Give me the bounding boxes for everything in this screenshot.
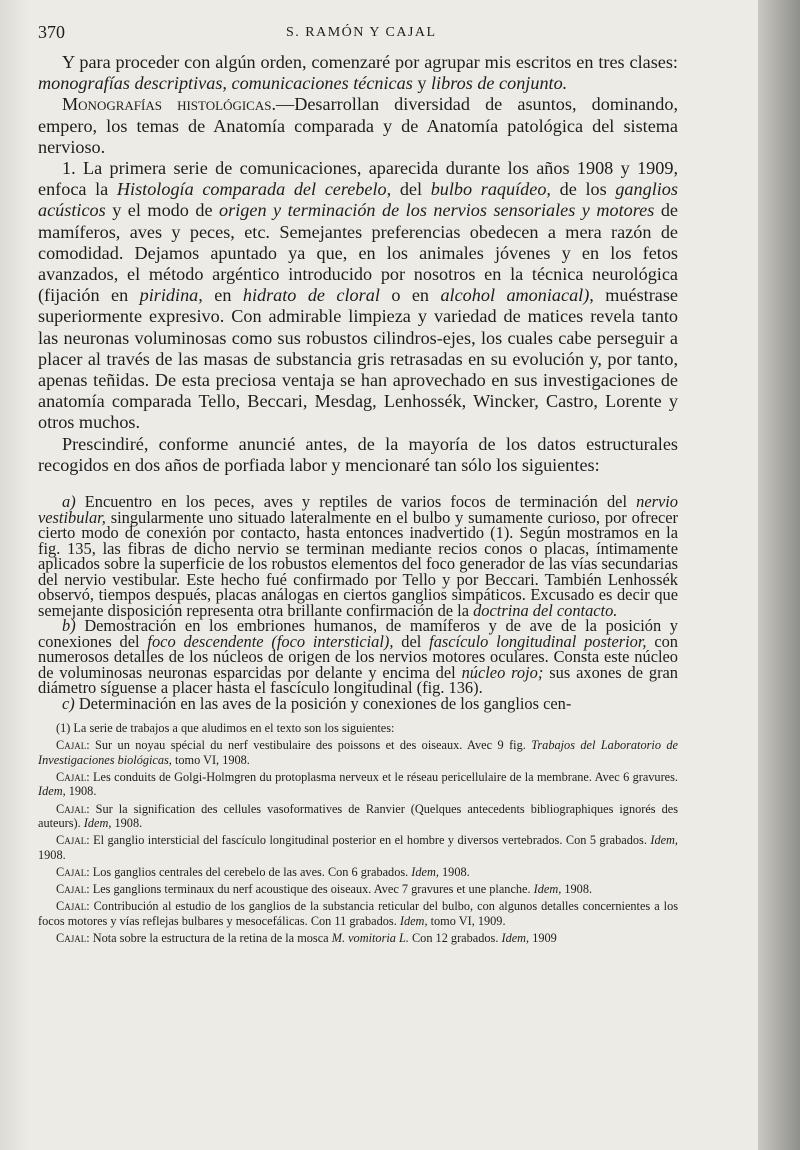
first-series-paragraph: 1. La primera serie de comunicaciones, aparecida durante los años 1908 y 1909, enfoca la Histología comparada del cerebelo, del bulbo raquídeo, de los ganglios acústicos y el modo de origen y terminación de los nervios sensoriales y motores de mamíferos, aves y peces, etc. Semejantes preferencias obedecen a mera razón de comodidad. Dejamos apuntado ya que, en los animales jóvenes y en los fetos avanzados, el método argéntico introducido por nosotros en la técnica neurológica (fijación en piridina, en hidrato de cloral o en alcohol amoniacal), muéstrase superiormente expresivo. Con admirable limpieza y variedad de matices revela tanto las neuronas voluminosas como sus robustos cilindros-ejes, los cuales cabe perseguir a placer al través de las masas de substancia gris retrasadas en su evolución y, por tanto, apenas teñidas. De esta preciosa ventaja se han aprovechado en sus investigaciones de anatomía comparada Tello, Beccari, Mesdag, Lenhossék, Wincker, Castro, Lorente y otros muchos.: [38, 158, 678, 433]
section-heading: Monografías histológicas.: [62, 94, 277, 115]
footnote-7: Cajal: Contribución al estudio de los ganglios de la substancia reticular del bulbo, con algunos detalles concernientes a los focos motores y vías reflejas bulbares y mesocefálicas. Con 11 grabados. Idem, tomo VI, 1909.: [38, 899, 678, 928]
monografias-paragraph: Monografías histológicas.—Desarrollan diversidad de asuntos, dominando, empero, los temas de Anatomía comparada y de Anatomía patológica del sistema nervioso.: [38, 94, 678, 157]
footnote-4: Cajal: El ganglio intersticial del fascículo longitudinal posterior en el hombre y diversos vertebrados. Con 5 grabados. Idem, 1908.: [38, 833, 678, 862]
footnote-3: Cajal: Sur la signification des cellules vasoformatives de Ranvier (Quelques antecedents bibliographiques ignorés des auteurs). Idem, 1908.: [38, 801, 678, 831]
prescindire-paragraph: Prescindiré, conforme anuncié antes, de la mayoría de los datos estructurales recogidos en dos años de porfiada labor y mencionaré tan sólo los siguientes:: [38, 433, 678, 475]
list-item-c: c) Determinación en las aves de la posición y conexiones de los ganglios cen-: [62, 693, 572, 713]
footnote-5: Cajal: Los ganglios centrales del cerebelo de las aves. Con 6 grabados. Idem, 1908.: [56, 864, 470, 879]
footnote-intro: (1) La serie de trabajos a que aludimos en el texto son los siguientes:: [56, 721, 395, 736]
footnote-1: Cajal: Sur un noyau spécial du nerf vestibulaire des poissons et des oiseaux. Avec 9 fig. Trabajos del Laboratorio de Investigaciones biológicas, tomo VI, 1908.: [38, 738, 678, 767]
footnotes: [38, 721, 678, 945]
list-item-b: b) Demostración en los embriones humanos, de mamíferos y de ave de la posición y conexiones del foco descendente (foco intersticial), del fascículo longitudinal posterior, con numerosos detalles de los núcleos de origen de los nervios motores oculares. Consta este núcleo de voluminosas neuronas esparcidas por delante y encima del núcleo rojo; sus axones de gran diámetro síguense a placer hasta el fascículo longitudinal (fig. 136).: [38, 616, 679, 698]
findings-list: [38, 494, 678, 711]
footnote-6: Cajal: Les ganglions terminaux du nerf acoustique des oiseaux. Avec 7 gravures et une planche. Idem, 1908.: [56, 882, 593, 896]
page-number: 370: [38, 22, 65, 42]
page-header: [38, 22, 678, 52]
main-text: [38, 52, 678, 476]
running-head: S. RAMÓN Y CAJAL: [286, 25, 437, 40]
footnote-8: Cajal: Nota sobre la estructura de la retina de la mosca M. vomitoria L. Con 12 grabados. Idem, 1909: [56, 930, 557, 945]
footnote-2: Cajal: Les conduits de Golgi-Holmgren du protoplasma nerveux et le réseau pericellulaire de la membrane. Avec 6 gravures. Idem, 1908.: [38, 769, 678, 799]
page-edge-shadow: [758, 0, 800, 1150]
list-item-a: a) Encuentro en los peces, aves y reptiles de varios focos de terminación del nervio vestibular, singularmente uno situado lateralmente en el bulbo y sumamente curioso, por ofrecer cierto modo de conexión por contacto, hasta entonces inadvertido (1). Según mostramos en la fig. 135, las fibras de dicho nervio se terminan mediante recios conos o placas, íntimamente aplicados sobre la superficie de los robustos elementos del foco generador de las vías secundarias del nervio vestibular. Este hecho fué confirmado por Tello y por Beccari. También Lenhossék observó, tiempos después, placas análogas en ciertos ganglios simpáticos. Excusado es decir que semejante disposición representa otra brillante confirmación de la doctrina del contacto.: [38, 492, 678, 620]
intro-paragraph: Y para proceder con algún orden, comenzaré por agrupar mis escritos en tres clases: monografías descriptivas, comunicaciones técnicas y libros de conjunto.: [38, 52, 678, 94]
